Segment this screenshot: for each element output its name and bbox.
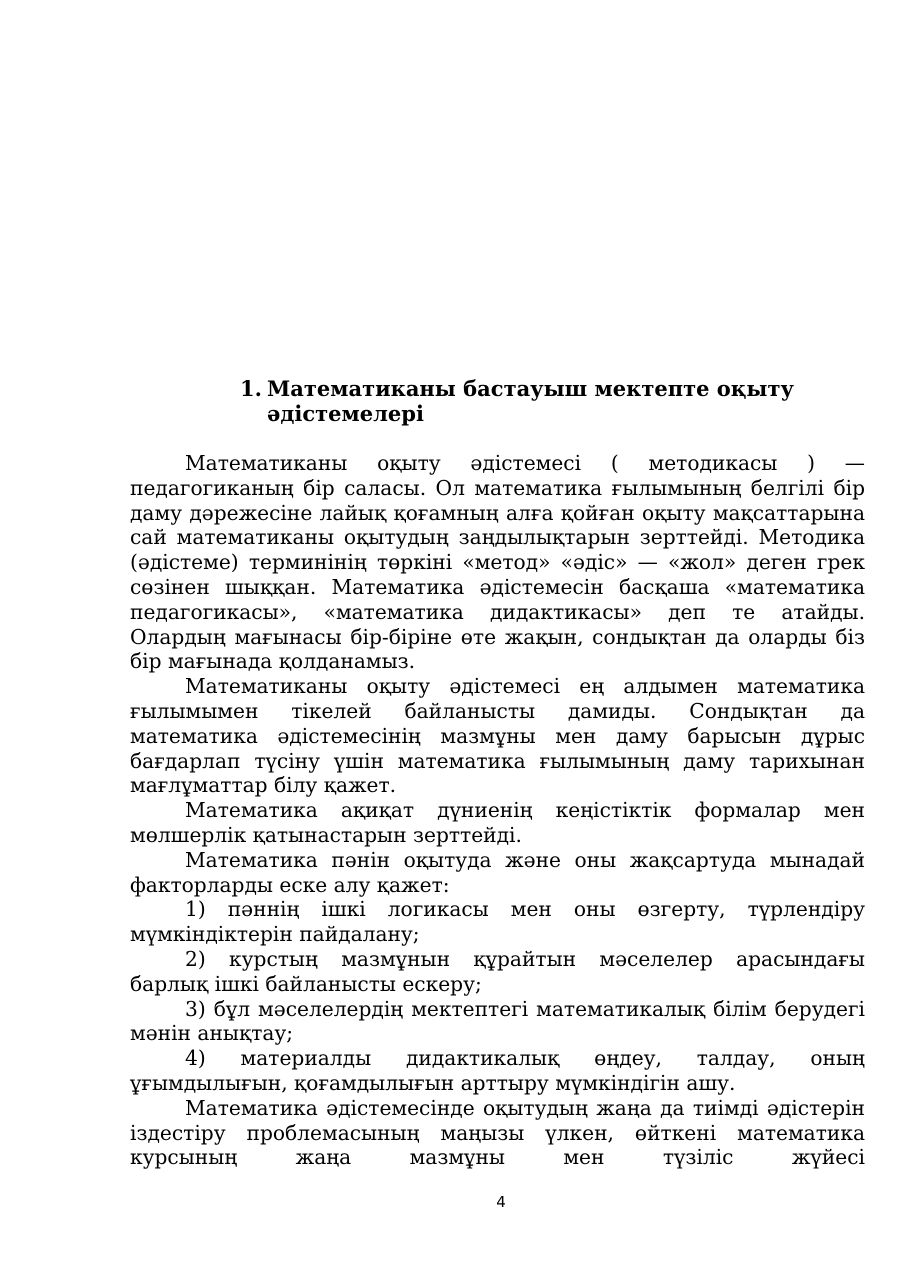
list-item: 3) бұл мәселелердің мектептегі математикалық білім берудегі мәнін анықтау; xyxy=(130,996,865,1046)
body-text xyxy=(130,451,865,1170)
paragraph: Математика пәнін оқытуда және оны жақсартуда мынадай факторларды еске алу қажет: xyxy=(130,847,865,897)
list-item: 2) курстың мазмұнын құрайтын мәселелер арасындағы барлық ішкі байланысты ескеру; xyxy=(130,946,865,996)
section-number: 1. xyxy=(240,376,262,401)
page-number: 4 xyxy=(496,1193,506,1211)
section-heading xyxy=(240,376,840,426)
list-item: 1) пәннің ішкі логикасы мен оны өзгерту, түрлендіру мүмкіндіктерін пайдалану; xyxy=(130,897,865,947)
paragraph: Математика ақиқат дүниенің кеңістіктік формалар мен мөлшерлік қатынастарын зерттейді. xyxy=(130,798,865,847)
paragraph: Математиканы оқыту әдістемесі ең алдымен математика ғылымымен тікелей байланысты дамиды. Сондықтан да математика әдістемесінің мазмұны мен даму барысын дұрыс бағдарлап түсіну үшін математика ғылымының даму тарихынан мағлұматтар білу қажет. xyxy=(130,674,865,798)
paragraph: Математика әдістемесінде оқытудың жаңа да тиімді әдістерін іздестіру проблемасының маңызы үлкен, өйткені математика курсының жаңа мазмұны мен түзіліс жүйесі xyxy=(130,1095,865,1170)
section-title: Математиканы бастауыш мектепте оқыту әдістемелері xyxy=(267,376,794,426)
list-item: 4) материалды дидактикалық өңдеу, талдау, оның ұғымдылығын, қоғамдылығын арттыру мүмкіндігін ашу. xyxy=(130,1046,865,1095)
paragraph: Математиканы оқыту әдістемесі ( методикасы ) — педагогиканың бір саласы. Ол математика ғылымының белгілі бір даму дәрежесіне лайық қоғамның алға қойған оқыту мақсаттарына сай математиканы оқытудың заңдылықтарын зерттейді. Методика (әдістеме) терминінің төркіні «метод» «әдіс» — «жол» деген грек сөзінен шыққан. Математика әдістемесін басқаша «математика педагогикасы», «математика дидактикасы» деп те атайды. Олардың мағынасы бір-біріне өте жақын, сондықтан да оларды біз бір мағынада қолданамыз. xyxy=(130,451,865,674)
